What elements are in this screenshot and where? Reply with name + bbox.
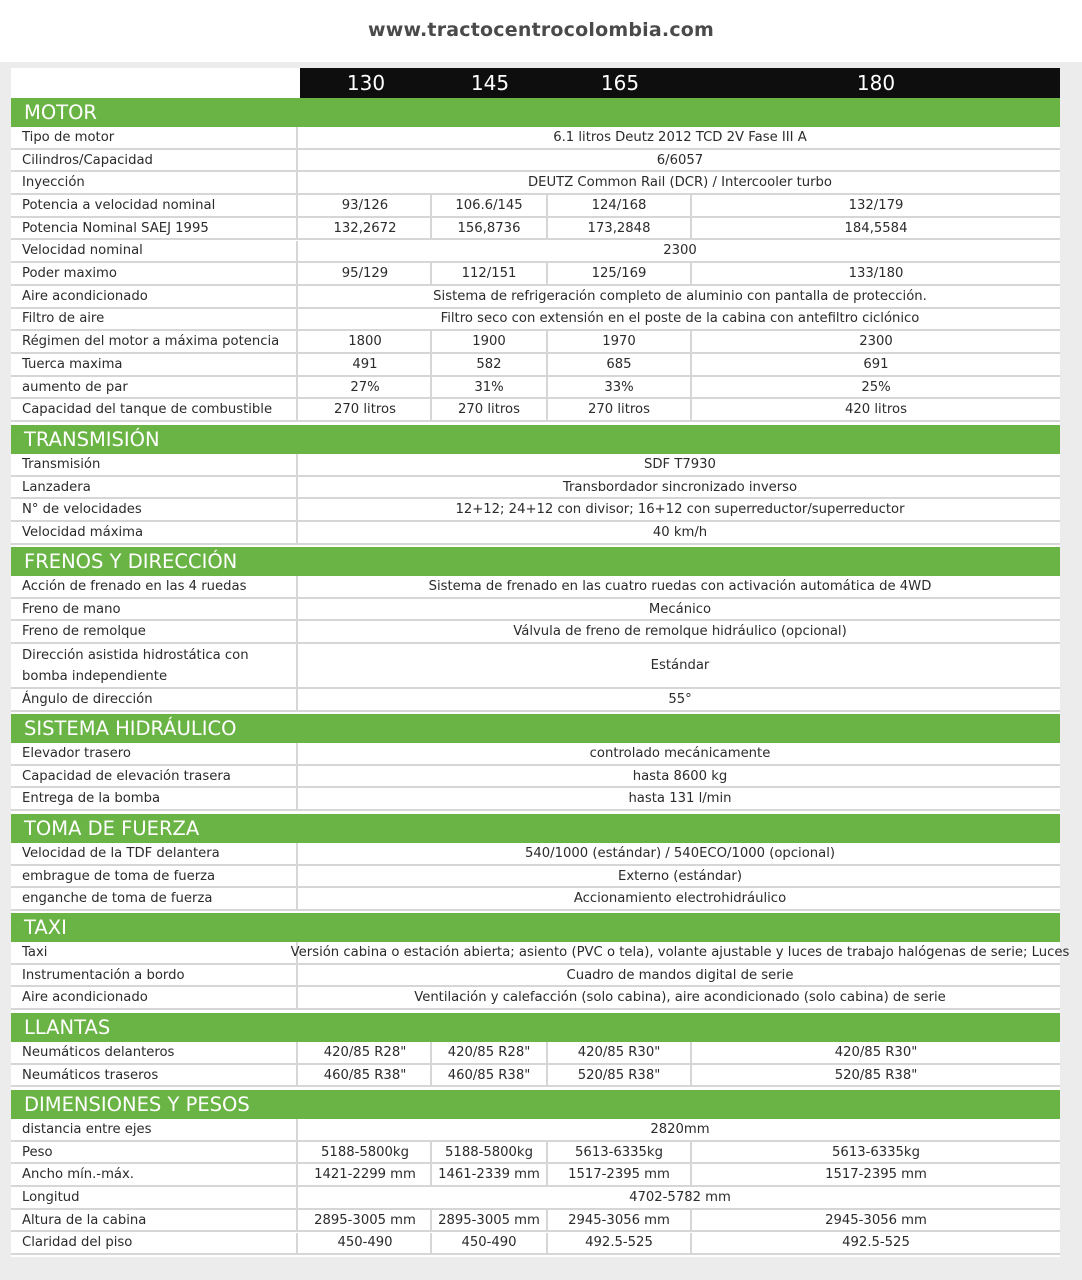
spec-value-model-145: 112/151 xyxy=(432,263,548,284)
spec-label: Capacidad del tanque de combustible xyxy=(11,399,298,420)
section-title: LLANTAS xyxy=(24,1016,111,1039)
spec-label: enganche de toma de fuerza xyxy=(11,888,298,909)
spec-value-model-165: 125/169 xyxy=(548,263,692,284)
section-header xyxy=(11,547,1060,576)
spec-label: Aire acondicionado xyxy=(11,286,298,307)
spec-value-model-180: 2945-3056 mm xyxy=(825,1212,927,1228)
spec-row xyxy=(11,743,1060,766)
spec-value-model-130: 491 xyxy=(300,354,432,375)
spec-label: Neumáticos delanteros xyxy=(11,1042,298,1063)
spec-value: 40 km/h xyxy=(652,524,708,540)
spec-row xyxy=(11,172,1060,195)
spec-label: Entrega de la bomba xyxy=(11,788,298,809)
section-title: TAXI xyxy=(24,916,67,939)
spec-value-model-180: 1517-2395 mm xyxy=(825,1167,927,1183)
section-title: MOTOR xyxy=(24,101,97,124)
spec-value: 6.1 litros Deutz 2012 TCD 2V Fase III A xyxy=(553,129,807,145)
spec-row xyxy=(11,1187,1060,1210)
section-title: SISTEMA HIDRÁULICO xyxy=(24,717,237,740)
spec-label: Potencia Nominal SAEJ 1995 xyxy=(11,218,298,239)
spec-value: Accionamiento electrohidráulico xyxy=(573,891,787,907)
spec-value: 55° xyxy=(668,691,692,707)
spec-value-model-130: 1800 xyxy=(300,331,432,352)
spec-label: Instrumentación a bordo xyxy=(11,965,298,986)
spec-row xyxy=(11,843,1060,866)
spec-label: Capacidad de elevación trasera xyxy=(11,766,298,787)
spec-value: Externo (estándar) xyxy=(618,868,742,884)
section-header xyxy=(11,98,1060,127)
section-title: DIMENSIONES Y PESOS xyxy=(24,1093,250,1116)
spec-value-model-180: 520/85 R38" xyxy=(834,1067,918,1083)
spec-value: 12+12; 24+12 con divisor; 16+12 con superreductor/superreductor xyxy=(455,502,905,518)
spec-row xyxy=(11,1042,1060,1065)
spec-label: Peso xyxy=(11,1142,298,1163)
spec-label: Inyección xyxy=(11,172,298,193)
spec-value-model-180: 132/179 xyxy=(848,197,904,213)
spec-value: DEUTZ Common Rail (DCR) / Intercooler turbo xyxy=(528,175,832,191)
spec-value: Estándar xyxy=(650,658,710,674)
spec-row xyxy=(11,621,1060,644)
spec-row xyxy=(11,195,1060,218)
spec-value: 2300 xyxy=(663,243,697,259)
spec-value-model-180: 420/85 R30" xyxy=(834,1044,918,1060)
spec-label: embrague de toma de fuerza xyxy=(11,866,298,887)
spec-value: 4702-5782 mm xyxy=(629,1189,731,1205)
spec-value: 540/1000 (estándar) / 540ECO/1000 (opcional) xyxy=(524,845,836,861)
spec-row xyxy=(11,866,1060,889)
spec-label: Transmisión xyxy=(11,454,298,475)
spec-value-model-145: 1900 xyxy=(432,331,548,352)
spec-row xyxy=(11,286,1060,309)
spec-label: distancia entre ejes xyxy=(11,1119,298,1140)
spec-value-model-165: 33% xyxy=(548,377,692,398)
spec-label: Claridad del piso xyxy=(11,1233,298,1254)
site-header xyxy=(0,0,1082,62)
spec-value: Cuadro de mandos digital de serie xyxy=(566,967,794,983)
spec-row xyxy=(11,987,1060,1010)
spec-value-model-145: 420/85 R28" xyxy=(432,1042,548,1063)
spec-value-model-145: 1461-2339 mm xyxy=(432,1164,548,1185)
spec-value-model-130: 460/85 R38" xyxy=(300,1065,432,1086)
spec-value-model-130: 2895-3005 mm xyxy=(300,1210,432,1231)
spec-label: Tipo de motor xyxy=(11,127,298,148)
spec-row xyxy=(11,354,1060,377)
spec-row xyxy=(11,689,1060,712)
section-header xyxy=(11,425,1060,454)
spec-value: Mecánico xyxy=(648,601,712,617)
spec-value-model-130: 450-490 xyxy=(300,1233,432,1254)
spec-label: Freno de mano xyxy=(11,599,298,620)
section-header xyxy=(11,1090,1060,1119)
section-header xyxy=(11,814,1060,843)
spec-label: Cilindros/Capacidad xyxy=(11,150,298,171)
spec-value: Filtro seco con extensión en el poste de la cabina con antefiltro ciclónico xyxy=(440,311,920,327)
spec-value-model-180: 492.5-525 xyxy=(842,1235,910,1251)
spec-label: Acción de frenado en las 4 ruedas xyxy=(11,576,298,597)
spec-label: Aire acondicionado xyxy=(11,987,298,1008)
spec-value: Versión cabina o estación abierta; asiento (PVC o tela), volante ajustable y luces de trabajo halógenas de serie; Luces xyxy=(290,944,1070,960)
spec-row xyxy=(11,241,1060,264)
spec-value-model-180: 691 xyxy=(863,356,889,372)
spec-row xyxy=(11,788,1060,811)
spec-value-model-145: 31% xyxy=(432,377,548,398)
spec-value: hasta 131 l/min xyxy=(628,791,732,807)
spec-row xyxy=(11,399,1060,422)
spec-value-model-130: 420/85 R28" xyxy=(300,1042,432,1063)
spec-value-model-145: 106.6/145 xyxy=(432,195,548,216)
spec-row xyxy=(11,477,1060,500)
spec-row xyxy=(11,377,1060,400)
spec-label: Longitud xyxy=(11,1187,298,1208)
spec-value-model-165: 270 litros xyxy=(548,399,692,420)
spec-value-model-180: 420 litros xyxy=(845,402,907,418)
section-title: FRENOS Y DIRECCIÓN xyxy=(24,550,238,573)
spec-row xyxy=(11,263,1060,286)
spec-label: N° de velocidades xyxy=(11,499,298,520)
model-145-label: 145 xyxy=(470,71,510,95)
model-165-label: 165 xyxy=(600,71,640,95)
site-url[interactable]: www.tractocentrocolombia.com xyxy=(367,19,715,41)
spec-value-model-180: 133/180 xyxy=(848,266,904,282)
spec-value-model-180: 25% xyxy=(861,379,891,395)
spec-row xyxy=(11,1210,1060,1233)
spec-value-model-165: 685 xyxy=(548,354,692,375)
spec-value-model-165: 2945-3056 mm xyxy=(548,1210,692,1231)
spec-label: Filtro de aire xyxy=(11,309,298,330)
spec-label: Velocidad de la TDF delantera xyxy=(11,843,298,864)
spec-value-model-130: 1421-2299 mm xyxy=(300,1164,432,1185)
spec-label: Potencia a velocidad nominal xyxy=(11,195,298,216)
spec-value-model-165: 1517-2395 mm xyxy=(548,1164,692,1185)
models-header xyxy=(300,68,1060,98)
spec-value-model-130: 27% xyxy=(300,377,432,398)
spec-row xyxy=(11,127,1060,150)
spec-row xyxy=(11,331,1060,354)
spec-label: Velocidad máxima xyxy=(11,522,298,543)
spec-value-model-130: 270 litros xyxy=(300,399,432,420)
spec-value-model-165: 492.5-525 xyxy=(548,1233,692,1254)
spec-value-model-130: 5188-5800kg xyxy=(300,1142,432,1163)
spec-value-model-165: 420/85 R30" xyxy=(548,1042,692,1063)
spec-value-model-180: 5613-6335kg xyxy=(832,1144,920,1160)
spec-row xyxy=(11,1065,1060,1088)
spec-value: Válvula de freno de remolque hidráulico (opcional) xyxy=(513,624,847,640)
spec-label: Altura de la cabina xyxy=(11,1210,298,1231)
spec-value: Ventilación y calefacción (solo cabina), aire acondicionado (solo cabina) de serie xyxy=(414,990,946,1006)
spec-value-model-145: 582 xyxy=(432,354,548,375)
spec-value: Sistema de refrigeración completo de aluminio con pantalla de protección. xyxy=(433,288,927,304)
spec-value: 6/6057 xyxy=(656,152,704,168)
spec-row xyxy=(11,309,1060,332)
spec-label: Ángulo de dirección xyxy=(11,689,298,710)
spec-value-model-165: 5613-6335kg xyxy=(548,1142,692,1163)
spec-label: Poder maximo xyxy=(11,263,298,284)
section-header xyxy=(11,714,1060,743)
spec-value: hasta 8600 kg xyxy=(632,768,728,784)
spec-row xyxy=(11,454,1060,477)
spec-row xyxy=(11,965,1060,988)
spec-row xyxy=(11,499,1060,522)
spec-row xyxy=(11,942,1070,965)
spec-label: Régimen del motor a máxima potencia xyxy=(11,331,298,352)
spec-label: Dirección asistida hidrostática con bomba independiente xyxy=(11,644,298,687)
spec-value-model-145: 5188-5800kg xyxy=(432,1142,548,1163)
spec-value: 2820mm xyxy=(650,1121,710,1137)
spec-value: Transbordador sincronizado inverso xyxy=(562,479,798,495)
spec-value-model-180: 184,5584 xyxy=(844,220,908,236)
spec-value-model-165: 173,2848 xyxy=(548,218,692,239)
spec-label: aumento de par xyxy=(11,377,298,398)
section-title: TOMA DE FUERZA xyxy=(24,817,200,840)
spec-value: SDF T7930 xyxy=(644,456,716,472)
spec-row xyxy=(11,888,1060,911)
spec-label: Neumáticos traseros xyxy=(11,1065,298,1086)
spec-value-model-145: 270 litros xyxy=(432,399,548,420)
section-header xyxy=(11,1013,1060,1042)
spec-label: Freno de remolque xyxy=(11,621,298,642)
spec-value-model-145: 2895-3005 mm xyxy=(432,1210,548,1231)
spec-value-model-165: 124/168 xyxy=(548,195,692,216)
spec-label: Taxi xyxy=(11,942,298,963)
spec-value-model-145: 450-490 xyxy=(432,1233,548,1254)
spec-value-model-165: 1970 xyxy=(548,331,692,352)
spec-row xyxy=(11,218,1060,241)
spec-row xyxy=(11,766,1060,789)
spec-sheet xyxy=(11,68,1070,1257)
spec-row xyxy=(11,599,1060,622)
spec-row xyxy=(11,1164,1060,1187)
spec-row xyxy=(11,1233,1060,1256)
spec-row xyxy=(11,1142,1060,1165)
spec-row xyxy=(11,644,1060,689)
spec-row xyxy=(11,1119,1060,1142)
spec-value-model-145: 156,8736 xyxy=(432,218,548,239)
spec-row xyxy=(11,522,1060,545)
spec-value-model-180: 2300 xyxy=(859,334,893,350)
spec-value-model-165: 520/85 R38" xyxy=(548,1065,692,1086)
section-title: TRANSMISIÓN xyxy=(24,428,160,451)
model-130-label: 130 xyxy=(346,71,386,95)
model-180-label: 180 xyxy=(856,71,896,95)
section-header xyxy=(11,913,1060,942)
spec-row xyxy=(11,576,1060,599)
spec-value-model-130: 95/129 xyxy=(300,263,432,284)
spec-value-model-130: 93/126 xyxy=(300,195,432,216)
spec-value-model-130: 132,2672 xyxy=(300,218,432,239)
spec-value: Sistema de frenado en las cuatro ruedas con activación automática de 4WD xyxy=(428,578,932,594)
spec-label: Elevador trasero xyxy=(11,743,298,764)
spec-label: Lanzadera xyxy=(11,477,298,498)
spec-label: Ancho mín.-máx. xyxy=(11,1164,298,1185)
spec-label: Tuerca maxima xyxy=(11,354,298,375)
spec-value: controlado mecánicamente xyxy=(589,745,771,761)
spec-row xyxy=(11,150,1060,173)
spec-label: Velocidad nominal xyxy=(11,241,298,262)
spec-value-model-145: 460/85 R38" xyxy=(432,1065,548,1086)
